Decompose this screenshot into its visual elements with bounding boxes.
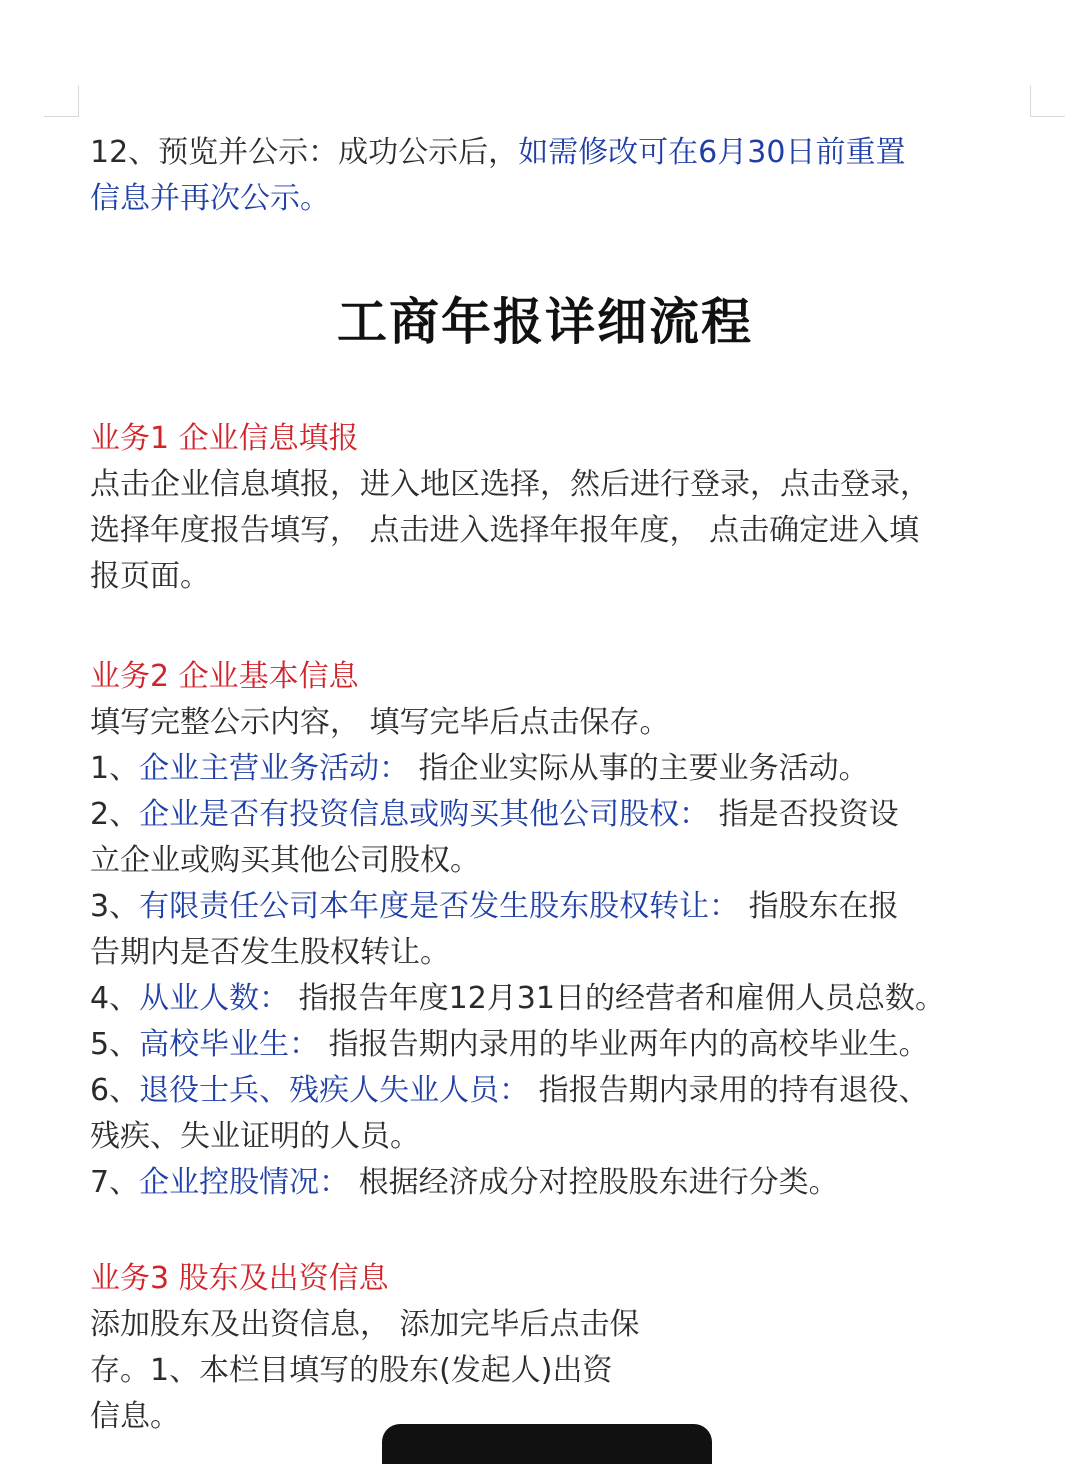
list-item-continuation: 告期内是否发生股权转让。 [90, 935, 450, 970]
section-3-line: 存。1、本栏目填写的股东(发起人)出资 [90, 1353, 613, 1388]
list-item [90, 976, 1000, 1022]
document-body [90, 130, 1000, 1440]
section-1 [90, 416, 1000, 600]
list-item-number: 1、 [90, 751, 140, 786]
list-item-label: 从业人数： [139, 981, 290, 1016]
list-item-number: 4、 [90, 981, 140, 1016]
list-item-label: 有限责任公司本年度是否发生股东股权转让： [139, 889, 740, 924]
list-item-desc: 根据经济成分对控股股东进行分类。 [349, 1165, 839, 1200]
list-item [90, 792, 1000, 838]
section-1-line: 选择年度报告填写， 点击进入选择年报年度， 点击确定进入填 [90, 513, 920, 548]
section-1-line: 报页面。 [90, 559, 210, 594]
list-item-label: 企业主营业务活动： [139, 751, 410, 786]
list-item-number: 7、 [90, 1165, 140, 1200]
bottom-sticker-fragment [382, 1424, 712, 1464]
list-item [90, 1160, 1000, 1206]
list-item-number: 6、 [90, 1073, 140, 1108]
section-3-line: 信息。 [90, 1399, 180, 1434]
list-item-label: 企业是否有投资信息或购买其他公司股权： [139, 797, 710, 832]
list-item-label: 高校毕业生： [139, 1027, 320, 1062]
list-item-number: 2、 [90, 797, 140, 832]
list-item [90, 746, 1000, 792]
intro-paragraph [90, 130, 1000, 222]
section-1-line: 点击企业信息填报，进入地区选择，然后进行登录，点击登录， [90, 467, 930, 502]
list-item-number: 3、 [90, 889, 140, 924]
list-item-desc: 指报告期内录用的毕业两年内的高校毕业生。 [319, 1027, 929, 1062]
list-item [90, 1022, 1000, 1068]
intro-line-2: 信息并再次公示。 [90, 181, 330, 216]
list-item-desc: 指企业实际从事的主要业务活动。 [409, 751, 869, 786]
list-item-desc: 指是否投资设 [709, 797, 899, 832]
list-item [90, 1068, 1000, 1114]
section-2-intro: 填写完整公示内容， 填写完毕后点击保存。 [90, 705, 670, 740]
section-3 [90, 1256, 1000, 1440]
section-2-heading: 业务2 企业基本信息 [90, 659, 359, 694]
list-item-desc: 指股东在报 [739, 889, 899, 924]
section-1-heading: 业务1 企业信息填报 [90, 421, 359, 456]
crop-mark-right [1030, 86, 1065, 117]
section-3-line: 添加股东及出资信息， 添加完毕后点击保 [90, 1307, 640, 1342]
intro-text-blue: 如需修改可在6月30日前重置 [518, 135, 906, 170]
intro-text-black: 12、预览并公示：成功公示后， [90, 135, 519, 170]
section-3-heading: 业务3 股东及出资信息 [90, 1261, 389, 1296]
list-item-number: 5、 [90, 1027, 140, 1062]
list-item-desc: 指报告年度12月31日的经营者和雇佣人员总数。 [289, 981, 945, 1016]
page-title: 工商年报详细流程 [337, 293, 753, 351]
section-2 [90, 654, 1000, 1206]
list-item-desc: 指报告期内录用的持有退役、 [529, 1073, 929, 1108]
list-item [90, 884, 1000, 930]
list-item-continuation: 立企业或购买其他公司股权。 [90, 843, 480, 878]
list-item-continuation: 残疾、失业证明的人员。 [90, 1119, 420, 1154]
section-2-items [90, 746, 1000, 1206]
list-item-label: 企业控股情况： [139, 1165, 350, 1200]
list-item-label: 退役士兵、残疾人失业人员： [139, 1073, 530, 1108]
intro-line-1 [90, 130, 1000, 176]
crop-mark-left [44, 86, 79, 117]
